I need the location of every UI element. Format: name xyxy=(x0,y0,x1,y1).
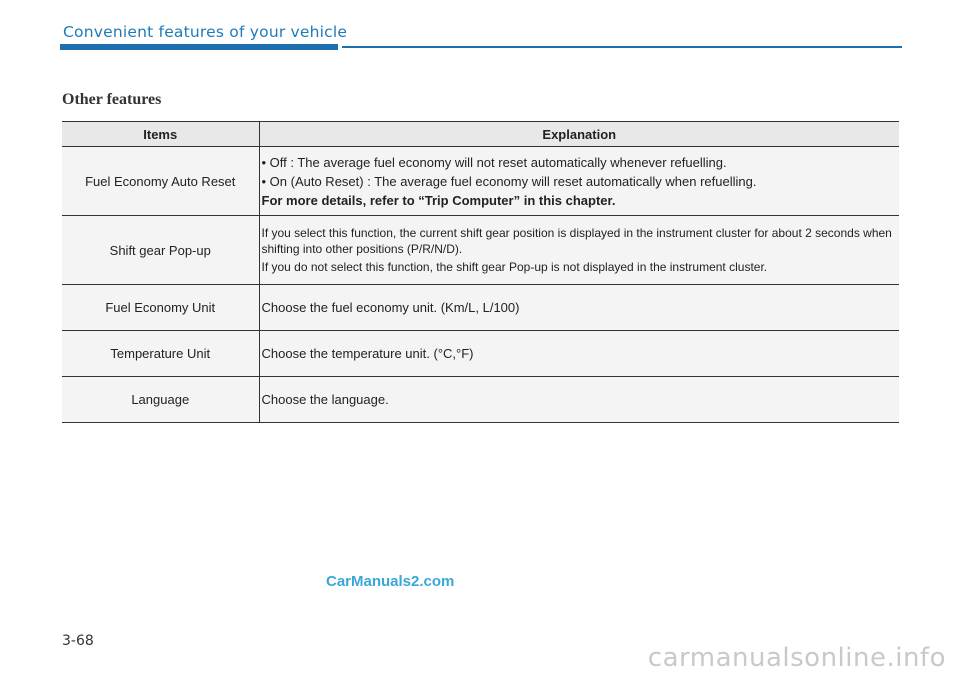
chapter-header-title: Convenient features of your vehicle xyxy=(63,23,348,41)
column-header-items: Items xyxy=(62,122,259,147)
item-cell: Shift gear Pop-up xyxy=(62,216,259,285)
explanation-line: If you do not select this function, the shift gear Pop-up is not displayed in the instrument cluster. xyxy=(261,260,768,274)
explanation-line: • Off : The average fuel economy will not reset automatically whenever refuelling. xyxy=(261,154,727,170)
table-row xyxy=(62,377,899,423)
header-rule-line xyxy=(342,46,902,48)
table-row xyxy=(62,285,899,331)
explanation-cell xyxy=(259,285,899,331)
explanation-cell xyxy=(259,147,899,216)
features-table xyxy=(62,121,899,423)
explanation-line: Choose the temperature unit. (°C,°F) xyxy=(261,346,474,361)
table-row xyxy=(62,331,899,377)
explanation-line: • On (Auto Reset) : The average fuel economy will reset automatically when refuelling. xyxy=(261,173,757,189)
page-number: 3-68 xyxy=(62,633,94,649)
table-header-row xyxy=(62,122,899,147)
item-cell: Temperature Unit xyxy=(62,331,259,377)
explanation-cell xyxy=(259,331,899,377)
table-row xyxy=(62,147,899,216)
watermark-link[interactable]: CarManuals2.com xyxy=(326,573,455,590)
item-cell: Language xyxy=(62,377,259,423)
explanation-line: Choose the fuel economy unit. (Km/L, L/100) xyxy=(261,300,520,315)
table-row xyxy=(62,216,899,285)
explanation-cell xyxy=(259,216,899,285)
explanation-line: If you select this function, the current shift gear position is displayed in the instrument cluster for about 2 seconds when shifting into other positions (P/R/N/D). xyxy=(261,226,892,256)
footer-site-watermark: carmanualsonline.info xyxy=(647,643,946,673)
item-cell: Fuel Economy Auto Reset xyxy=(62,147,259,216)
section-title: Other features xyxy=(62,91,162,108)
explanation-cell xyxy=(259,377,899,423)
column-header-explanation: Explanation xyxy=(259,122,899,147)
explanation-line: Choose the language. xyxy=(261,392,389,407)
item-cell: Fuel Economy Unit xyxy=(62,285,259,331)
header-accent-bar xyxy=(60,44,338,50)
explanation-note: For more details, refer to “Trip Computer” in this chapter. xyxy=(261,192,616,208)
